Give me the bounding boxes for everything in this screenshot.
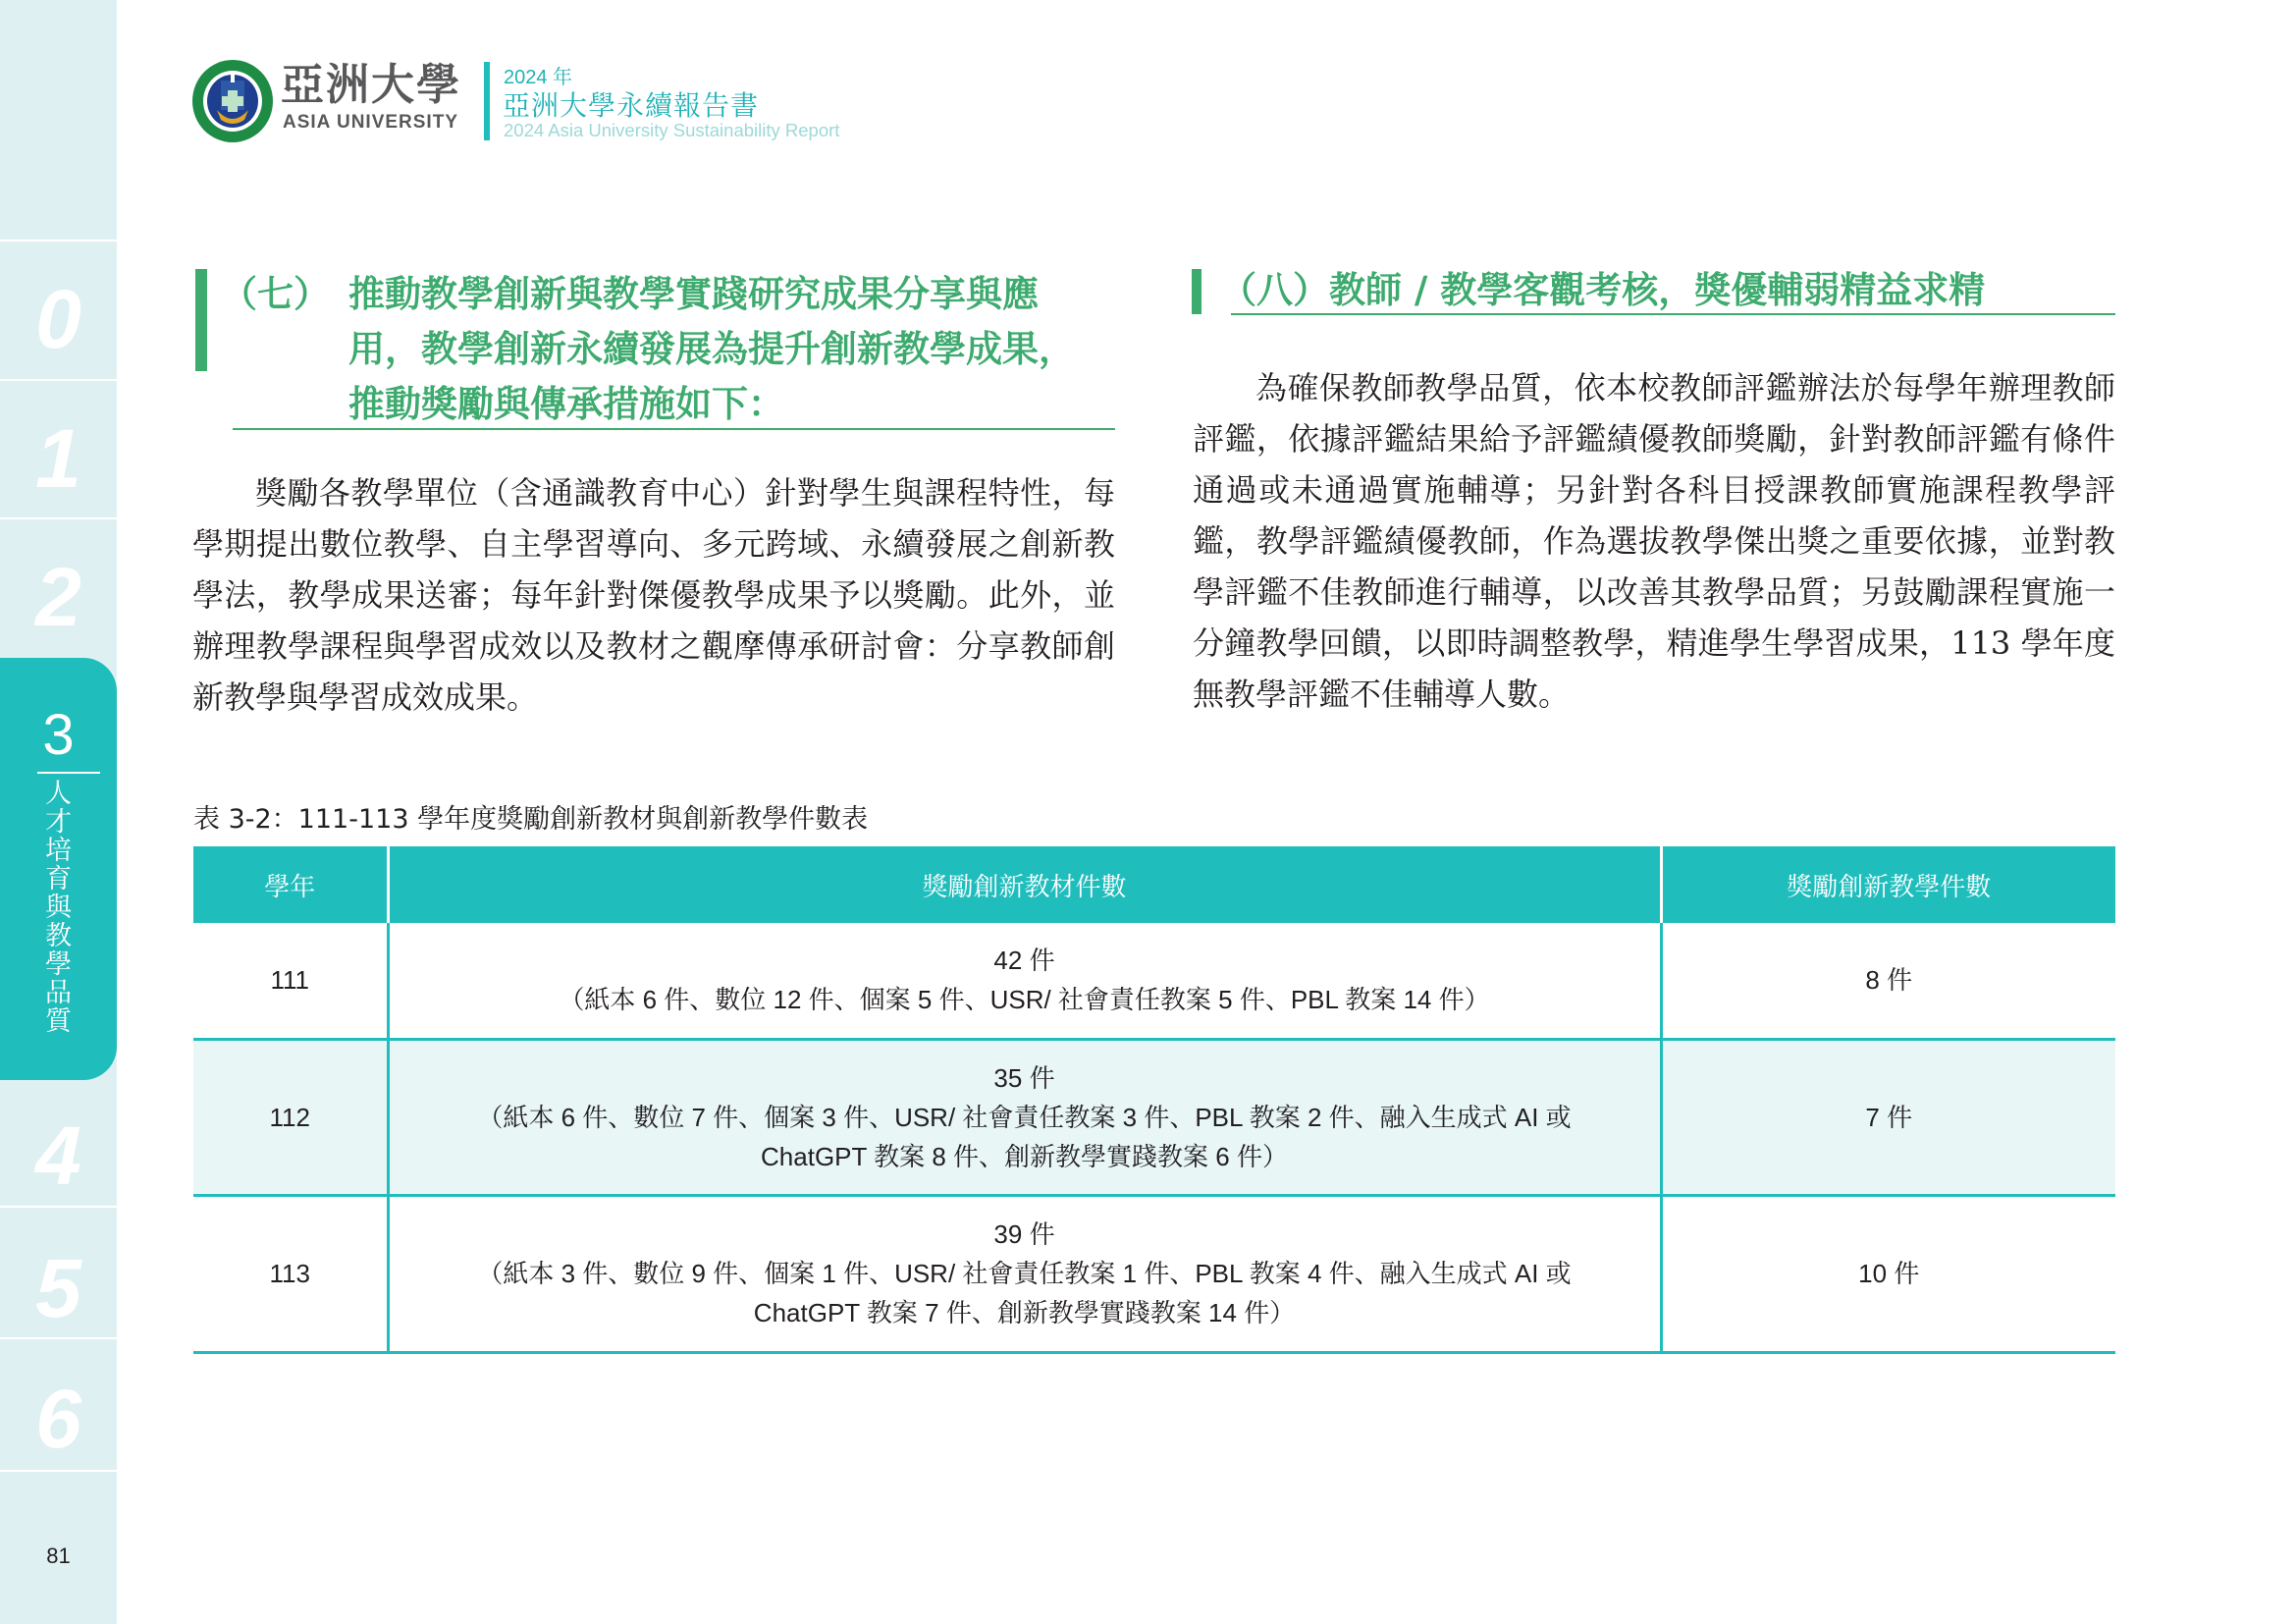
chapter-tab-4[interactable]: 4 bbox=[35, 1110, 81, 1202]
table-row bbox=[193, 1039, 2115, 1195]
cell-materials bbox=[388, 1195, 1661, 1352]
divider bbox=[0, 1206, 117, 1208]
materials-total: 39 件 bbox=[993, 1219, 1055, 1249]
section7-body: 獎勵各教學單位（含通識教育中心）針對學生與課程特性，每學期提出數位教學、自主學習導向、多元跨域、永續發展之創新教學法，教學成果送審；每年針對傑優教學成果予以獎勵。此外，並辦理教學課程與學習成效以及教材之觀摩傳承研討會：分享教師創新教學與學習成效成果。 bbox=[192, 474, 1115, 716]
table-row bbox=[193, 1195, 2115, 1352]
report-subtitle: 2024 Asia University Sustainability Report bbox=[504, 120, 840, 140]
logo-english-name: ASIA UNIVERSITY bbox=[283, 112, 458, 133]
divider bbox=[0, 240, 117, 242]
heading-line: 推動教學創新與教學實踐研究成果分享與應 bbox=[348, 273, 1039, 315]
cell-year: 113 bbox=[193, 1195, 388, 1352]
university-emblem-icon bbox=[191, 59, 274, 143]
section7-heading bbox=[348, 267, 1134, 432]
materials-total: 35 件 bbox=[993, 1062, 1055, 1093]
col-header-year: 學年 bbox=[193, 846, 388, 923]
chapter-sidebar bbox=[0, 0, 117, 1624]
cell-year: 112 bbox=[193, 1039, 388, 1195]
cell-teaching: 10 件 bbox=[1661, 1195, 2115, 1352]
page-number: 81 bbox=[46, 1543, 71, 1568]
label-char: 育 bbox=[45, 864, 72, 894]
label-char: 教 bbox=[45, 921, 72, 951]
cell-materials bbox=[388, 1039, 1661, 1195]
section8-body: 為確保教師教學品質，依本校教師評鑑辦法於每學年辦理教師評鑑，依據評鑑結果給予評鑑績優教師獎勵，針對教師評鑑有條件通過或未通過實施輔導；另針對各科目授課教師實施課程教學評鑑，教學評鑑績優教師，作為選拔教學傑出獎之重要依據，並對教學評鑑不佳教師進行輔導，以改善其教學品質；另鼓勵課程實施一分鐘教學回饋，以即時調整教學，精進學生學習成果，113 學年度無教學評鑑不佳輔導人數。 bbox=[1193, 369, 2115, 713]
heading-underline bbox=[233, 428, 1115, 430]
logo-chinese-name: 亞洲大學 bbox=[281, 60, 461, 110]
section7-heading-prefix: （七） bbox=[221, 273, 330, 315]
report-year: 2024 年 bbox=[504, 67, 573, 88]
heading-underline bbox=[1231, 313, 2115, 315]
section8-heading: （八）教師 / 教學客觀考核，獎優輔弱精益求精 bbox=[1220, 269, 1986, 311]
chapter-tab-6[interactable]: 6 bbox=[35, 1373, 81, 1465]
chapter-tab-2[interactable]: 2 bbox=[35, 551, 81, 643]
chapter-tab-3-active[interactable] bbox=[0, 658, 117, 1080]
cell-year: 111 bbox=[193, 923, 388, 1039]
col-header-teaching: 獎勵創新教學件數 bbox=[1661, 846, 2115, 923]
heading-accent-bar bbox=[1192, 269, 1201, 314]
label-char: 品 bbox=[45, 978, 72, 1008]
heading-accent-bar bbox=[195, 269, 207, 371]
chapter-tab-1[interactable]: 1 bbox=[35, 412, 81, 505]
label-char: 人 bbox=[45, 779, 72, 809]
label-char: 質 bbox=[45, 1006, 72, 1037]
divider bbox=[0, 1337, 117, 1339]
materials-detail: （紙本 6 件、數位 7 件、個案 3 件、USR/ 社會責任教案 3 件、PBL 教案 2 件、融入生成式 AI 或 bbox=[477, 1102, 1572, 1132]
chapter-label bbox=[0, 780, 117, 1036]
cell-materials bbox=[388, 923, 1661, 1039]
label-char: 培 bbox=[45, 836, 72, 866]
materials-detail: ChatGPT 教案 7 件、創新教學實踐教案 14 件） bbox=[753, 1298, 1296, 1327]
table-row bbox=[193, 923, 2115, 1039]
table-caption: 表 3-2：111-113 學年度獎勵創新教材與創新教學件數表 bbox=[193, 804, 869, 835]
chapter-number: 3 bbox=[42, 703, 75, 767]
materials-detail: ChatGPT 教案 8 件、創新教學實踐教案 6 件） bbox=[761, 1141, 1288, 1171]
label-char: 與 bbox=[45, 893, 72, 923]
report-title: 亞洲大學永續報告書 bbox=[503, 89, 760, 122]
label-char: 學 bbox=[45, 949, 72, 980]
table-header-row bbox=[193, 846, 2115, 923]
awards-table bbox=[193, 846, 2115, 1354]
divider bbox=[0, 379, 117, 381]
materials-detail: （紙本 3 件、數位 9 件、個案 1 件、USR/ 社會責任教案 1 件、PBL 教案 4 件、融入生成式 AI 或 bbox=[477, 1259, 1572, 1288]
heading-line: 用，教學創新永續發展為提升創新教學成果， bbox=[348, 328, 1075, 370]
heading-line: 推動獎勵與傳承措施如下： bbox=[348, 383, 784, 425]
materials-detail: （紙本 6 件、數位 12 件、個案 5 件、USR/ 社會責任教案 5 件、PBL 教案 14 件） bbox=[559, 985, 1490, 1015]
chapter-tab-5[interactable]: 5 bbox=[35, 1242, 81, 1334]
chapter-tab-0[interactable]: 0 bbox=[35, 273, 81, 365]
label-char: 才 bbox=[45, 807, 72, 838]
materials-total: 42 件 bbox=[993, 946, 1055, 976]
divider bbox=[37, 772, 100, 774]
divider bbox=[0, 517, 117, 519]
divider bbox=[0, 1470, 117, 1472]
col-header-materials: 獎勵創新教材件數 bbox=[388, 846, 1661, 923]
header-divider bbox=[484, 62, 490, 140]
cell-teaching: 7 件 bbox=[1661, 1039, 2115, 1195]
cell-teaching: 8 件 bbox=[1661, 923, 2115, 1039]
